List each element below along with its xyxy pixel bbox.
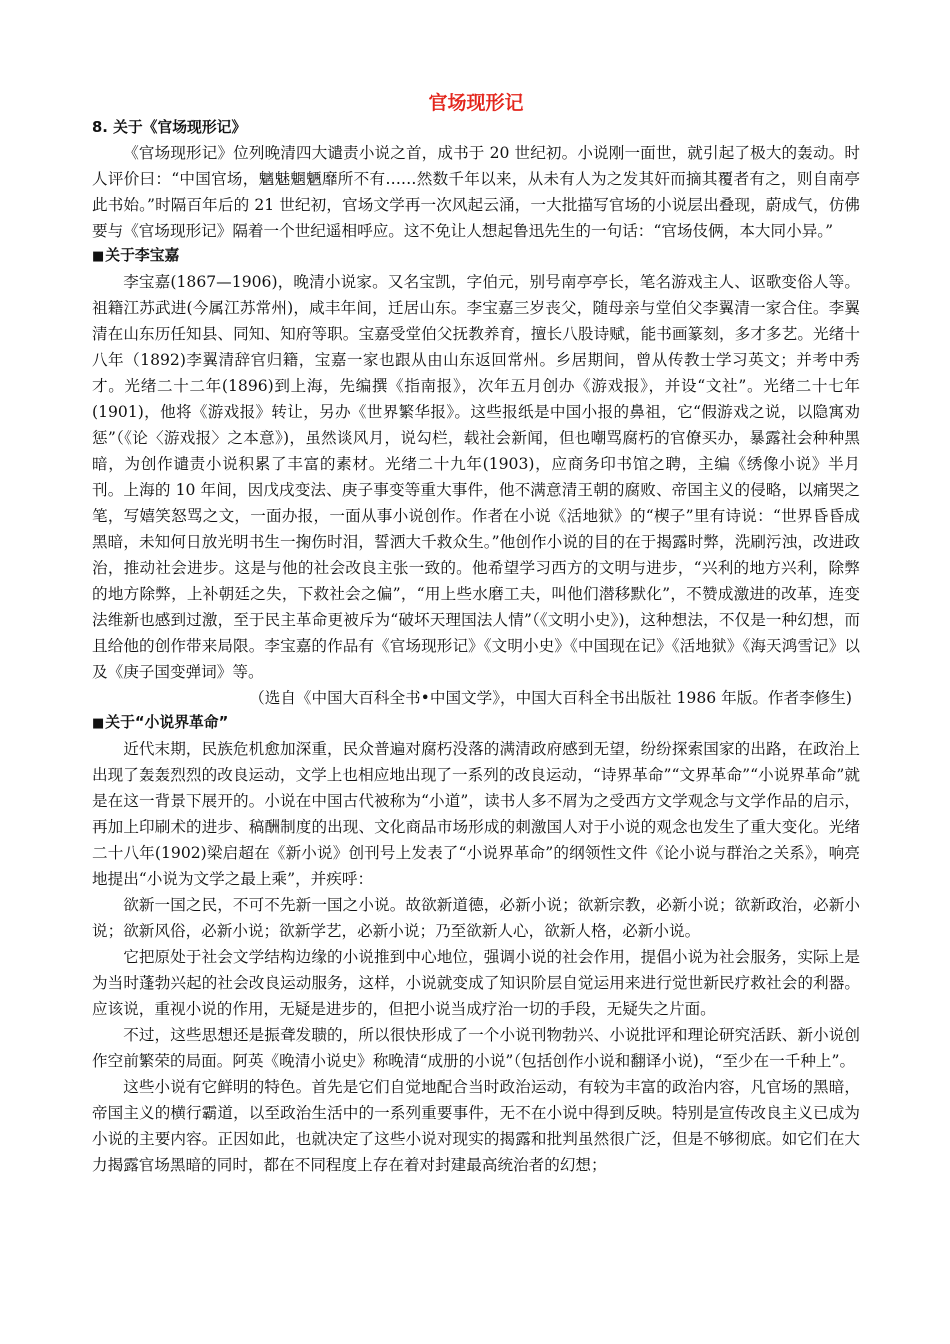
intro-paragraph: 《官场现形记》位列晚清四大谴责小说之首，成书于 20 世纪初。小说刚一面世，就引起了极大的轰动。时人评价曰：“中国官场，魑魅魍魉靡所不有……然数千年以来，从未有人为之发其奸而摘其覆者有之，则自南亭此书始。”时隔百年后的 21 世纪初，官场文学再一次风起云涌，一大批描写官场的小说层出叠现，蔚成气，仿佛要与《官场现形记》隔着一个世纪遥相呼应。这不免让人想起鲁迅先生的一句话：“官场伎俩，本大同小异。” bbox=[92, 144, 860, 240]
revolution-quote: 欲新一国之民，不可不先新一国之小说。故欲新道德，必新小说；欲新宗教，必新小说；欲新政治，必新小说；欲新风俗，必新小说；欲新学艺，必新小说；乃至欲新人心，欲新人格，必新小说。 bbox=[92, 896, 860, 940]
section-heading: 8. 关于《官场现形记》 bbox=[92, 119, 247, 136]
revolution-paragraph-2: 它把原处于社会文学结构边缘的小说推到中心地位，强调小说的社会作用，提倡小说为社会服务，实际上是为当时蓬勃兴起的社会改良运动服务，这样，小说就变成了知识阶层自觉运用来进行觉世新民疗救社会的利器。应该说，重视小说的作用，无疑是进步的，但把小说当成疗治一切的手段，无疑失之片面。 bbox=[92, 948, 860, 1018]
document-page bbox=[92, 88, 860, 1178]
square-bullet-icon: ■ bbox=[92, 249, 105, 264]
author-heading-text: 关于李宝嘉 bbox=[105, 247, 180, 264]
revolution-paragraph-1: 近代末期，民族危机愈加深重，民众普遍对腐朽没落的满清政府感到无望，纷纷探索国家的出路，在政治上出现了轰轰烈烈的改良运动，文学上也相应地出现了一系列的改良运动，“诗界革命”“文界革命”“小说界革命”就是在这一背景下展开的。小说在中国古代被称为“小道”，读书人多不屑为之受西方文学观念与文学作品的启示，再加上印刷术的进步、稿酬制度的出现、文化商品市场形成的刺激国人对于小说的观念也发生了重大变化。光绪二十八年(1902)梁启超在《新小说》创刊号上发表了“小说界革命”的纲领性文件《论小说与群治之关系》，响亮地提出“小说为文学之最上乘”，并疾呼： bbox=[92, 740, 860, 888]
document-title: 官场现形记 bbox=[428, 92, 524, 114]
revolution-paragraph-3: 不过，这些思想还是振聋发聩的，所以很快形成了一个小说刊物勃兴、小说批评和理论研究活跃、新小说创作空前繁荣的局面。阿英《晚清小说史》称晚清“成册的小说”（包括创作小说和翻译小说)，“至少在一千种上”。 bbox=[92, 1026, 860, 1070]
author-source-note: （选自《中国大百科全书•中国文学》，中国大百科全书出版社 1986 年版。作者李修生) bbox=[249, 689, 852, 707]
revolution-heading bbox=[92, 711, 860, 736]
revolution-heading-text: 关于“小说界革命” bbox=[105, 714, 229, 731]
revolution-paragraph-4: 这些小说有它鲜明的特色。首先是它们自觉地配合当时政治运动，有较为丰富的政治内容，凡官场的黑暗，帝国主义的横行霸道，以至政治生活中的一系列重要事件，无不在小说中得到反映。特别是宣传改良主义已成为小说的主要内容。正因如此，也就决定了这些小说对现实的揭露和批判虽然很广泛，但是不够彻底。如它们在大力揭露官场黑暗的同时，都在不同程度上存在着对封建最高统治者的幻想； bbox=[92, 1078, 860, 1174]
square-bullet-icon: ■ bbox=[92, 716, 105, 731]
author-heading bbox=[92, 244, 860, 269]
author-paragraph: 李宝嘉(1867—1906)，晚清小说家。又名宝凯，字伯元，别号南亭亭长，笔名游戏主人、讴歌变俗人等。祖籍江苏武进(今属江苏常州)，咸丰年间，迁居山东。李宝嘉三岁丧父，随母亲与堂伯父李翼清一家合住。李翼清在山东历任知县、同知、知府等职。宝嘉受堂伯父抚教养育，擅长八股诗赋，能书画篆刻，多才多艺。光绪十八年（1892)李翼清辞官归籍，宝嘉一家也跟从由山东返回常州。乡居期间，曾从传教士学习英文；并考中秀才。光绪二十二年(1896)到上海，先编撰《指南报》，次年五月创办《游戏报》，并设“文社”。光绪二十七年(1901)，他将《游戏报》转让，另办《世界繁华报》。这些报纸是中国小报的鼻祖，它“假游戏之说，以隐寓劝惩”（《论〈游戏报〉之本意》)，虽然谈风月，说勾栏，载社会新闻，但也嘲骂腐朽的官僚买办，暴露社会种种黑暗，为创作谴责小说积累了丰富的素材。光绪二十九年(1903)，应商务印书馆之聘，主编《绣像小说》半月刊。上海的 10 年间，因戊戌变法、庚子事变等重大事件，他不满意清王朝的腐败、帝国主义的侵略，以痛哭之笔，写嬉笑怒骂之文，一面办报，一面从事小说创作。作者在小说《活地狱》的“楔子”里有诗说：“世界昏昏成黑暗，未知何日放光明书生一掬伤时泪，誓洒大千救众生。”他创作小说的目的在于揭露时弊，洗刷污浊，改进政治，推动社会进步。这是与他的社会改良主张一致的。他希望学习西方的文明与进步，“兴利的地方兴利，除弊的地方除弊，上补朝廷之失，下救社会之偏”，“用上些水磨工夫，叫他们潜移默化”，不赞成激进的改革，连变法维新也感到过激，至于民主革命更被斥为“破坏天理国法人情”（《文明小史》)，这种想法，不仅是一种幻想，而且给他的创作带来局限。李宝嘉的作品有《官场现形记》《文明小史》《中国现在记》《活地狱》《海天鸿雪记》以及《庚子国变弹词》等。 bbox=[92, 273, 860, 681]
